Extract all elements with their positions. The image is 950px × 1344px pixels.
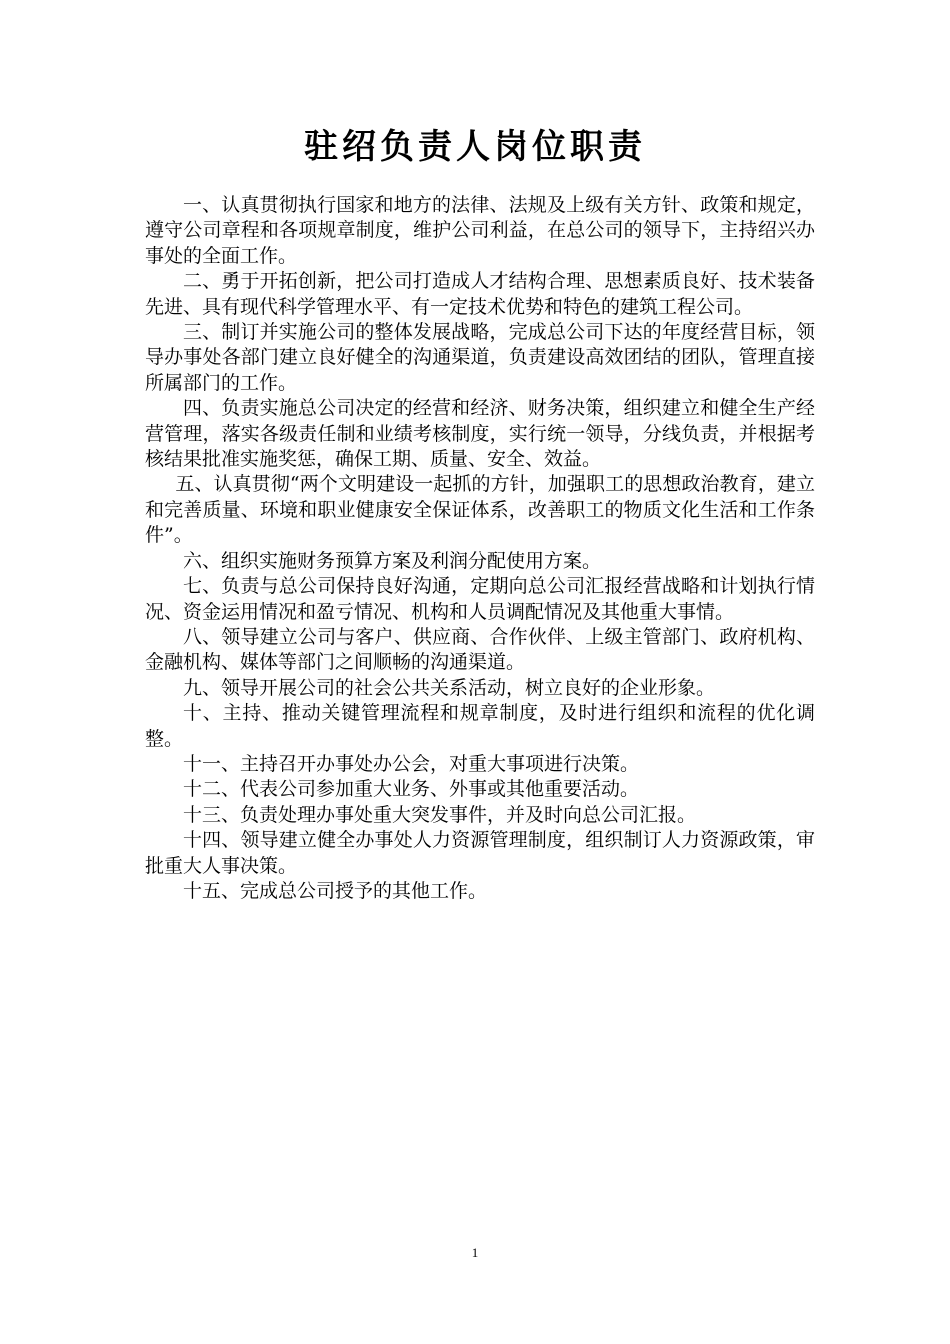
paragraph-4: 四、负责实施总公司决定的经营和经济、财务决策，组织建立和健全生产经营管理，落实各级责任制和业绩考核制度，实行统一领导，分线负责，并根据考核结果批准实施奖惩，确保工期、质量、安全、效益。 <box>145 397 815 471</box>
paragraph-15: 十五、完成总公司授予的其他工作。 <box>183 879 488 902</box>
paragraph-8: 八、领导建立公司与客户、供应商、合作伙伴、上级主管部门、政府机构、金融机构、媒体等部门之间顺畅的沟通渠道。 <box>145 625 815 674</box>
paragraph-14: 十四、领导建立健全办事处人力资源管理制度，组织制订人力资源政策，审批重大人事决策。 <box>145 829 815 877</box>
paragraph-11: 十一、主持召开办事处办公会，对重大事项进行决策。 <box>183 752 640 775</box>
paragraph-5: 五、认真贯彻“两个文明建设一起抓的方针，加强职工的思想政治教育，建立和完善质量、环境和职业健康安全保证体系，改善职工的物质文化生活和工作条件”。 <box>145 473 815 547</box>
paragraph-1: 一、认真贯彻执行国家和地方的法律、法规及上级有关方针、政策和规定，遵守公司章程和各项规章制度，维护公司利益，在总公司的领导下，主持绍兴办事处的全面工作。 <box>145 194 815 267</box>
paragraph-12: 十二、代表公司参加重大业务、外事或其他重要活动。 <box>183 778 640 801</box>
paragraph-6: 六、组织实施财务预算方案及利润分配使用方案。 <box>183 549 602 572</box>
paragraph-10: 十、主持、推动关键管理流程和规章制度，及时进行组织和流程的优化调整。 <box>145 702 815 750</box>
document-title: 驻绍负责人岗位职责 <box>304 127 646 167</box>
paragraph-9: 九、领导开展公司的社会公共关系活动，树立良好的企业形象。 <box>183 676 716 699</box>
document-body <box>145 193 815 904</box>
page-number: 1 <box>471 1245 479 1260</box>
paragraph-3: 三、制订并实施公司的整体发展战略，完成总公司下达的年度经营目标，领导办事处各部门建立良好健全的沟通渠道，负责建设高效团结的团队，管理直接所属部门的工作。 <box>145 321 815 394</box>
paragraph-2: 二、勇于开拓创新，把公司打造成人才结构合理、思想素质良好、技术装备先进、具有现代科学管理水平、有一定技术优势和特色的建筑工程公司。 <box>145 270 815 318</box>
paragraph-13: 十三、负责处理办事处重大突发事件，并及时向总公司汇报。 <box>183 803 697 826</box>
paragraph-7: 七、负责与总公司保持良好沟通，定期向总公司汇报经营战略和计划执行情况、资金运用情况和盈亏情况、机构和人员调配情况及其他重大事情。 <box>145 575 815 623</box>
